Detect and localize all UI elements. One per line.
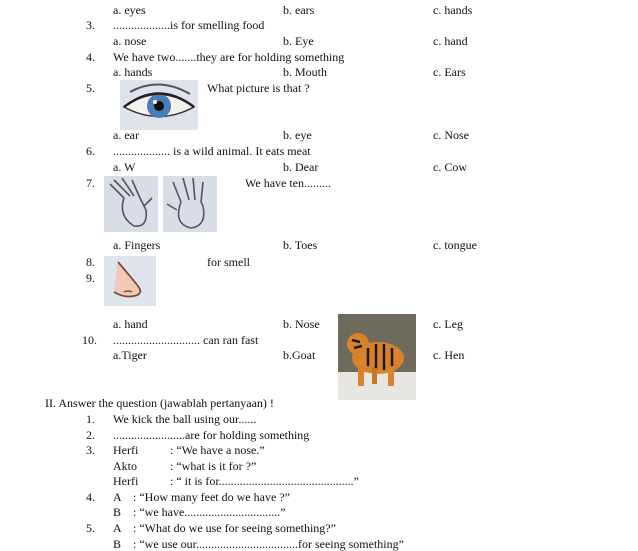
- q7-number: 7.: [86, 176, 95, 190]
- s2-q4-line: : “How many feet do we have ?”: [133, 490, 290, 504]
- s2-q5-line: : “we use our..................................for seeing something”: [133, 537, 404, 551]
- q5-option-c: c. Nose: [433, 128, 469, 142]
- q5-option-a: a. ear: [113, 128, 139, 142]
- s2-q3-line: : “ it is for.............................................”: [170, 474, 359, 488]
- s2-q4-line: : “we have................................”: [133, 505, 286, 519]
- q7-option-c: c. tongue: [433, 238, 477, 252]
- s2-q3-speaker: Herfi: [113, 474, 139, 488]
- hand-left-picture: [104, 176, 158, 232]
- q9-option-b: b. Nose: [283, 317, 320, 331]
- s2-q4-speaker: A: [113, 490, 122, 504]
- q8-text: for smell: [207, 255, 250, 269]
- q4-option-b: b. Mouth: [283, 65, 328, 79]
- nose-picture: [104, 256, 156, 306]
- q2-option-a: a. eyes: [113, 3, 146, 17]
- q9-number: 9.: [86, 271, 95, 285]
- q6-text: ................... is a wild animal. It eats meat: [113, 144, 311, 158]
- q6-number: 6.: [86, 144, 95, 158]
- eye-picture: [120, 80, 198, 130]
- q4-option-c: c. Ears: [433, 65, 466, 79]
- s2-q4-speaker: B: [113, 505, 122, 519]
- s2-q1-text: We kick the ball using our......: [113, 412, 257, 426]
- s2-q5-line: : “What do we use for seeing something?”: [133, 521, 336, 535]
- q3-number: 3.: [86, 18, 95, 32]
- q7-option-b: b. Toes: [283, 238, 318, 252]
- q5-option-b: b. eye: [283, 128, 312, 142]
- q5-number: 5.: [86, 81, 95, 95]
- s2-q2-text: ........................are for holding something: [113, 428, 310, 442]
- s2-q3-line: : “what is it for ?”: [170, 459, 257, 473]
- q10-text: ............................. can ran fast: [113, 333, 259, 347]
- q4-number: 4.: [86, 50, 95, 64]
- s2-q3-speaker: Herfi: [113, 443, 139, 457]
- q4-text: We have two.......they are for holding something: [113, 50, 345, 64]
- s2-q5-speaker: A: [113, 521, 122, 535]
- q8-number: 8.: [86, 255, 95, 269]
- s2-q5-number: 5.: [86, 521, 95, 535]
- q6-option-a: a. W: [113, 160, 136, 174]
- q6-option-b: b. Dear: [283, 160, 319, 174]
- q2-option-b: b. ears: [283, 3, 315, 17]
- tiger-picture: [338, 314, 416, 400]
- s2-q3-number: 3.: [86, 443, 95, 457]
- s2-q4-number: 4.: [86, 490, 95, 504]
- q2-option-c: c. hands: [433, 3, 473, 17]
- q7-option-a: a. Fingers: [113, 238, 161, 252]
- s2-q2-number: 2.: [86, 428, 95, 442]
- s2-q1-number: 1.: [86, 412, 95, 426]
- q3-option-b: b. Eye: [283, 34, 314, 48]
- s2-q3-line: : “We have a nose.”: [170, 443, 265, 457]
- q10-number: 10.: [82, 333, 97, 347]
- q3-text: ...................is for smelling food: [113, 18, 265, 32]
- q9-option-a: a. hand: [113, 317, 148, 331]
- s2-q5-speaker: B: [113, 537, 122, 551]
- q10-option-a: a.Tiger: [113, 348, 147, 362]
- q10-option-c: c. Hen: [433, 348, 465, 362]
- hand-right-picture: [163, 176, 217, 232]
- section2-heading: II. Answer the question (jawablah pertanyaan) !: [45, 396, 274, 410]
- q5-text: What picture is that ?: [207, 81, 310, 95]
- q3-option-c: c. hand: [433, 34, 468, 48]
- q9-option-c: c. Leg: [433, 317, 463, 331]
- q10-option-b: b.Goat: [283, 348, 316, 362]
- q6-option-c: c. Cow: [433, 160, 467, 174]
- q7-text: We have ten.........: [245, 176, 332, 190]
- s2-q3-speaker: Akto: [113, 459, 137, 473]
- q4-option-a: a. hands: [113, 65, 153, 79]
- q3-option-a: a. nose: [113, 34, 147, 48]
